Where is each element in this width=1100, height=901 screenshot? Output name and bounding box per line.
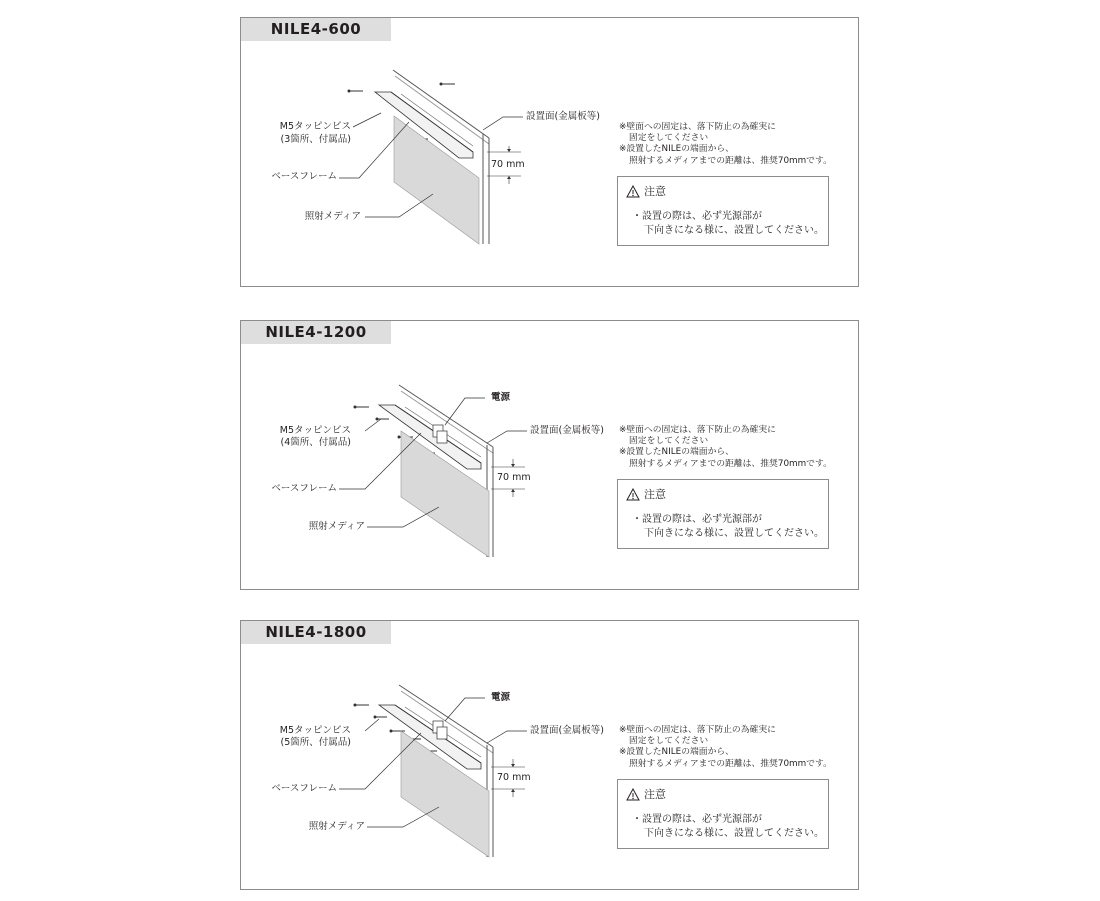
note-line: 照射するメディアまでの距離は、推奨70mmです。 [629, 155, 832, 166]
warning-triangle-icon [626, 185, 640, 198]
note-line: 照射するメディアまでの距離は、推奨70mmです。 [629, 758, 832, 769]
caution-box [617, 479, 829, 549]
note-line: 固定をしてください [629, 736, 709, 747]
caution-line: 下向きになる様に、設置してください。 [644, 528, 824, 539]
media-label: 照射メディア [308, 821, 365, 832]
screw-count-label: (4箇所、付属品) [280, 437, 351, 448]
caution-title: 注意 [644, 788, 666, 801]
surface-label: 設置面(金属板等) [530, 425, 604, 436]
media-label: 照射メディア [304, 211, 361, 222]
screw-count-label: (5箇所、付属品) [280, 737, 351, 748]
base-frame-label: ベースフレーム [271, 483, 337, 494]
distance-label: 70 mm [497, 472, 531, 483]
caution-line: ・設置の際は、必ず光源部が [632, 211, 762, 222]
installation-notes [619, 425, 832, 470]
note-line: ※壁面への固定は、落下防止の為確実に [619, 725, 776, 735]
power-label: 電源 [491, 692, 511, 703]
screw-label: M5タッピンビス [279, 121, 351, 132]
screw-label: M5タッピンビス [279, 725, 351, 736]
distance-label: 70 mm [491, 159, 525, 170]
caution-line: ・設置の際は、必ず光源部が [632, 514, 762, 525]
installation-notes [619, 725, 832, 770]
note-line: ※設置したNILEの端面から、 [619, 447, 734, 458]
panel-title: NILE4-600 [241, 18, 391, 41]
note-line: ※壁面への固定は、落下防止の為確実に [619, 122, 776, 132]
panel-nile4-1200 [240, 320, 859, 590]
note-line: ※設置したNILEの端面から、 [619, 144, 734, 155]
panel-nile4-1800 [240, 620, 859, 890]
note-line: 固定をしてください [629, 436, 709, 447]
panel-title: NILE4-1800 [241, 621, 391, 644]
caution-line: 下向きになる様に、設置してください。 [644, 828, 824, 839]
note-line: ※設置したNILEの端面から、 [619, 747, 734, 758]
warning-triangle-icon [626, 788, 640, 801]
caution-box [617, 779, 829, 849]
note-line: ※壁面への固定は、落下防止の為確実に [619, 425, 776, 435]
base-frame-label: ベースフレーム [271, 171, 337, 182]
panel-title: NILE4-1200 [241, 321, 391, 344]
panel-nile4-600 [240, 17, 859, 287]
note-line: 照射するメディアまでの距離は、推奨70mmです。 [629, 458, 832, 469]
caution-line: 下向きになる様に、設置してください。 [644, 225, 824, 236]
caution-line: ・設置の際は、必ず光源部が [632, 814, 762, 825]
caution-title: 注意 [644, 488, 666, 501]
power-label: 電源 [491, 392, 511, 403]
caution-box [617, 176, 829, 246]
installation-notes [619, 122, 832, 167]
media-label: 照射メディア [308, 521, 365, 532]
screw-count-label: (3箇所、付属品) [280, 134, 351, 145]
base-frame-label: ベースフレーム [271, 783, 337, 794]
warning-triangle-icon [626, 488, 640, 501]
screw-label: M5タッピンビス [279, 425, 351, 436]
surface-label: 設置面(金属板等) [530, 725, 604, 736]
surface-label: 設置面(金属板等) [526, 111, 600, 122]
distance-label: 70 mm [497, 772, 531, 783]
caution-title: 注意 [644, 185, 666, 198]
note-line: 固定をしてください [629, 133, 709, 144]
